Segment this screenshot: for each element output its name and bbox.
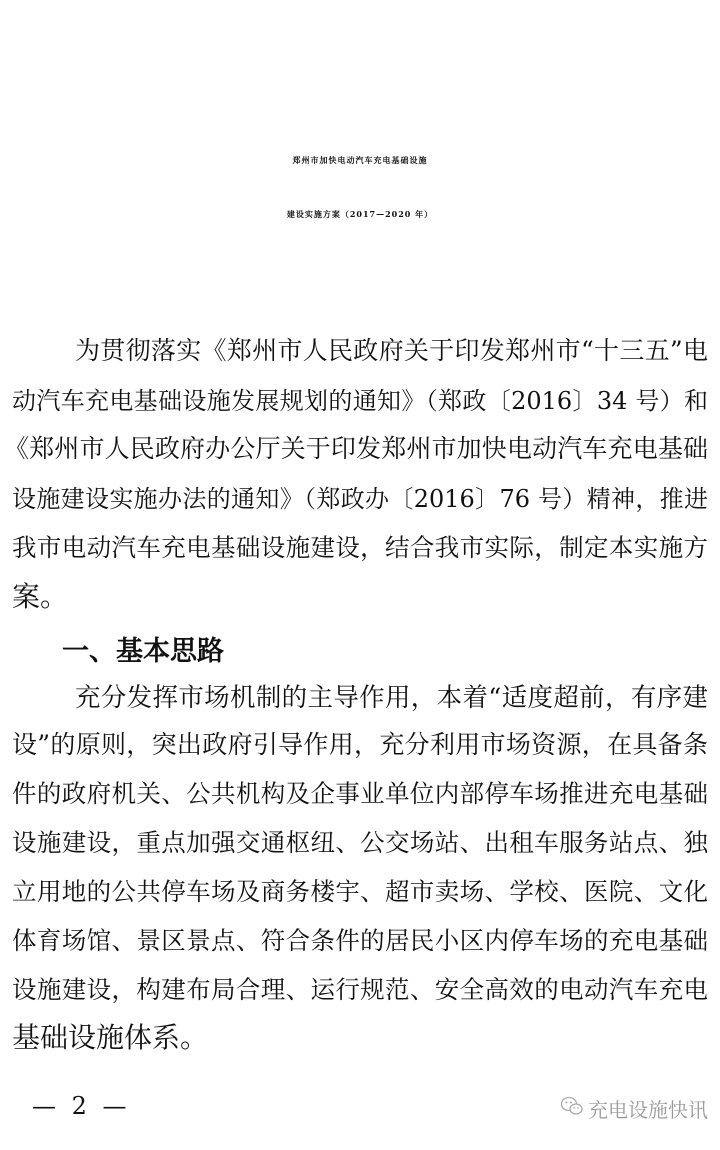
paragraph-1-line: 设施建设实施办法的通知》（郑政办〔2016〕76 号）精神，推进 <box>12 485 708 513</box>
paragraph-1-line: 为贯彻落实《郑州市人民政府关于印发郑州市“十三五”电 <box>75 336 708 365</box>
paragraph-1-line: 动汽车充电基础设施发展规划的通知》（郑政〔2016〕34 号）和 <box>12 387 708 415</box>
page-number: — 2 — <box>32 1092 127 1120</box>
document-title-line-1: 郑州市加快电动汽车充电基础设施 <box>292 155 428 165</box>
wechat-icon <box>560 1095 584 1122</box>
paragraph-1-line: 案。 <box>12 580 69 613</box>
section-1-line: 充分发挥市场机制的主导作用，本着“适度超前，有序建 <box>75 683 708 713</box>
section-1-line: 立用地的公共停车场及商务楼宇、超市卖场、学校、医院、文化 <box>12 877 708 906</box>
paragraph-1-line: 《郑州市人民政府办公厅关于印发郑州市加快电动汽车充电基础 <box>4 434 708 463</box>
paragraph-1-line: 我市电动汽车充电基础设施建设，结合我市实际，制定本实施方 <box>12 533 708 562</box>
watermark-text: 充电设施快讯 <box>588 1098 708 1122</box>
section-1-line: 件的政府机关、公共机构及企事业单位内部停车场推进充电基础 <box>12 779 708 808</box>
section-heading: 一、基本思路 <box>62 636 224 667</box>
section-1-line: 设施建设，重点加强交通枢纽、公交场站、出租车服务站点、独 <box>12 828 708 857</box>
section-1-line: 基础设施体系。 <box>12 1021 209 1054</box>
watermark <box>560 1094 710 1123</box>
section-1-line: 体育场馆、景区景点、符合条件的居民小区内停车场的充电基础 <box>12 926 708 955</box>
section-1-line: 设”的原则，突出政府引导作用，充分利用市场资源，在具备条 <box>12 730 708 759</box>
section-1-line: 设施建设，构建布局合理、运行规范、安全高效的电动汽车充电 <box>12 975 708 1004</box>
document-title-line-2: 建设实施方案（2017—2020 年） <box>286 209 434 219</box>
